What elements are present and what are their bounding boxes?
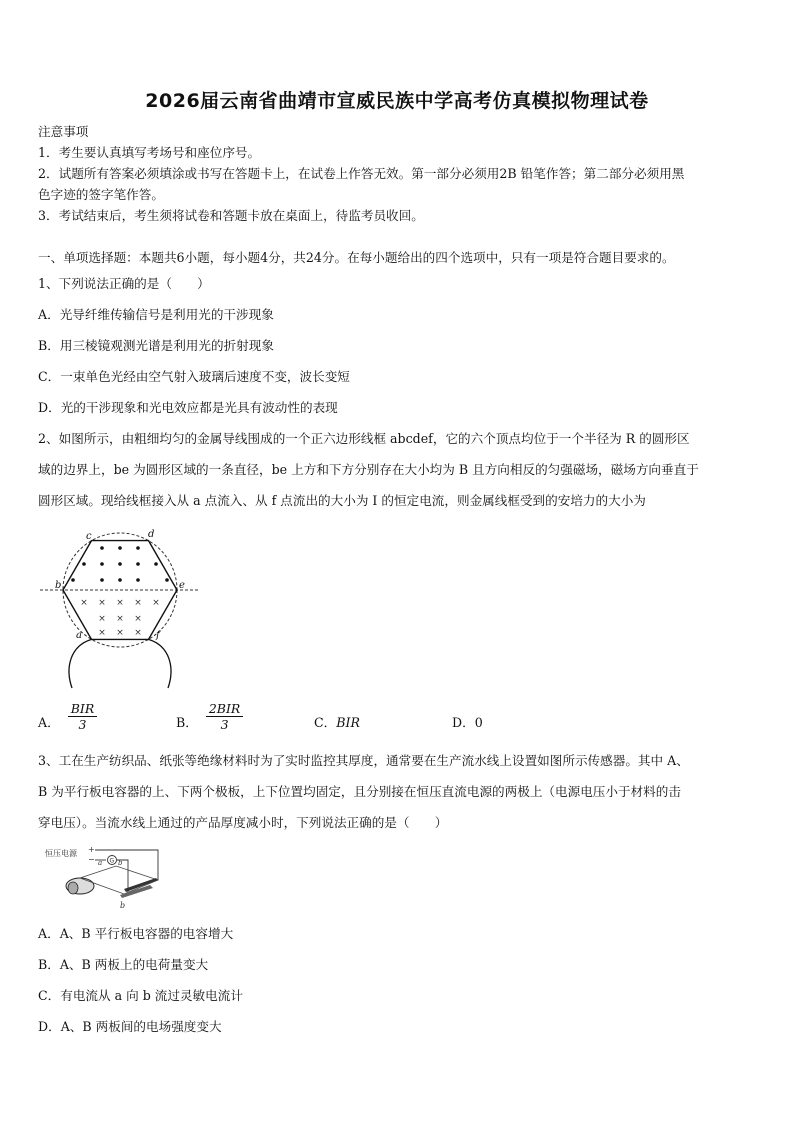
galvanometer-b-label: b (118, 859, 123, 867)
option-letter: B． (176, 715, 198, 730)
vertex-label-f: f (156, 630, 160, 641)
plus-label: + (88, 845, 95, 854)
fraction-denominator: 3 (220, 717, 229, 732)
fraction (68, 701, 98, 732)
option-letter: D． (452, 715, 475, 730)
q1-option-d: D．光的干涉现象和光电效应都是光具有波动性的表现 (38, 400, 338, 415)
fraction-numerator: BIR (68, 701, 98, 717)
svg-text:×: × (80, 598, 88, 608)
svg-text:×: × (98, 614, 106, 624)
q2-stem-line: 域的边界上，be 为圆形区域的一条直径，be 上方和下方分别存在大小均为 B 且方向相反的匀强磁场，磁场方向垂直于 (38, 462, 699, 477)
field-crosses-in (80, 598, 160, 638)
page-title: 2026届云南省曲靖市宣威民族中学高考仿真模拟物理试卷 (145, 90, 649, 112)
galvanometer-g-label: G (109, 857, 115, 865)
q1-stem: 1、下列说法正确的是（ ） (38, 276, 210, 291)
galvanometer-a-label: a (98, 859, 103, 867)
q3-sensor-figure (40, 842, 170, 912)
notice-heading: 注意事项 (38, 124, 89, 139)
fraction-numerator: 2BIR (206, 701, 244, 717)
fraction-denominator: 3 (78, 717, 87, 732)
vertex-label-c: c (86, 531, 92, 542)
q3-stem-line: 3、工在生产纺织品、纸张等绝缘材料时为了实时监控其厚度，通常要在生产流水线上设置如图所示传感器。其中 A、 (38, 753, 689, 768)
q3-option-b: B．A、B 两板上的电荷量变大 (38, 957, 209, 972)
svg-text:×: × (134, 598, 142, 608)
notice-item: 3．考试结束后，考生须将试卷和答题卡放在桌面上，待监考员收回。 (38, 208, 424, 223)
q3-stem-line: 穿电压）。当流水线上通过的产品厚度减小时，下列说法正确的是（ ） (38, 815, 448, 830)
q3-option-a: A．A、B 平行板电容器的电容增大 (38, 926, 234, 941)
fraction (206, 701, 244, 732)
vertex-label-b: b (55, 580, 62, 591)
minus-label: − (88, 855, 95, 864)
q2-stem-line: 圆形区域。现给线框接入从 a 点流入、从 f 点流出的大小为 I 的恒定电流，则金属线框受到的安培力的大小为 (38, 493, 646, 508)
notice-item: 1．考生要认真填写考场号和座位序号。 (38, 145, 261, 160)
q1-option-a: A．光导纤维传输信号是利用光的干涉现象 (38, 307, 274, 322)
q2-option-c (314, 712, 360, 731)
q2-option-d (452, 712, 483, 731)
q3-option-c: C．有电流从 a 向 b 流过灵敏电流计 (38, 988, 243, 1003)
q1-option-c: C．一束单色光经由空气射入玻璃后速度不变，波长变短 (38, 369, 350, 384)
svg-text:×: × (116, 598, 124, 608)
option-value: BIR (336, 715, 360, 730)
vertex-label-a: a (76, 630, 82, 641)
notice-item: 2．试题所有答案必须填涂或书写在答题卡上，在试卷上作答无效。第一部分必须用2B 铅笔作答；第二部分必须用黑 (38, 166, 685, 181)
q1-option-b: B．用三棱镜观测光谱是利用光的折射现象 (38, 338, 274, 353)
svg-text:×: × (134, 628, 142, 638)
notice-item: 色字迹的签字笔作答。 (38, 187, 164, 202)
svg-text:×: × (152, 598, 160, 608)
option-letter: A． (38, 715, 60, 730)
q2-stem-line: 2、如图所示，由粗细均匀的金属导线围成的一个正六边形线框 abcdef，它的六个顶点均位于一个半径为 R 的圆形区 (38, 431, 690, 446)
q2-hexagon-figure (40, 528, 200, 690)
lead-wire-a (69, 639, 91, 688)
vertex-label-d: d (148, 529, 155, 540)
svg-text:×: × (116, 628, 124, 638)
option-letter: C． (314, 715, 337, 730)
q3-option-d: D．A、B 两板间的电场强度变大 (38, 1019, 222, 1034)
circuit-wire-top (95, 850, 158, 880)
plate-b-label: b (120, 901, 126, 910)
svg-text:×: × (98, 628, 106, 638)
lead-wire-f (149, 639, 171, 688)
section-heading: 一、单项选择题：本题共6小题，每小题4分，共24分。在每小题给出的四个选项中，只有一项是符合题目要求的。 (38, 250, 675, 265)
vertex-label-e: e (179, 580, 185, 591)
option-value: 0 (474, 715, 483, 730)
q2-option-a (38, 701, 97, 732)
q2-option-b (176, 701, 243, 732)
svg-text:×: × (116, 614, 124, 624)
svg-text:×: × (134, 614, 142, 624)
power-source-label: 恒压电源 (45, 849, 77, 858)
svg-text:×: × (98, 598, 106, 608)
q3-stem-line: B 为平行板电容器的上、下两个极板，上下位置均固定，且分别接在恒压直流电源的两极上（电源电压小于材料的击 (38, 784, 681, 799)
